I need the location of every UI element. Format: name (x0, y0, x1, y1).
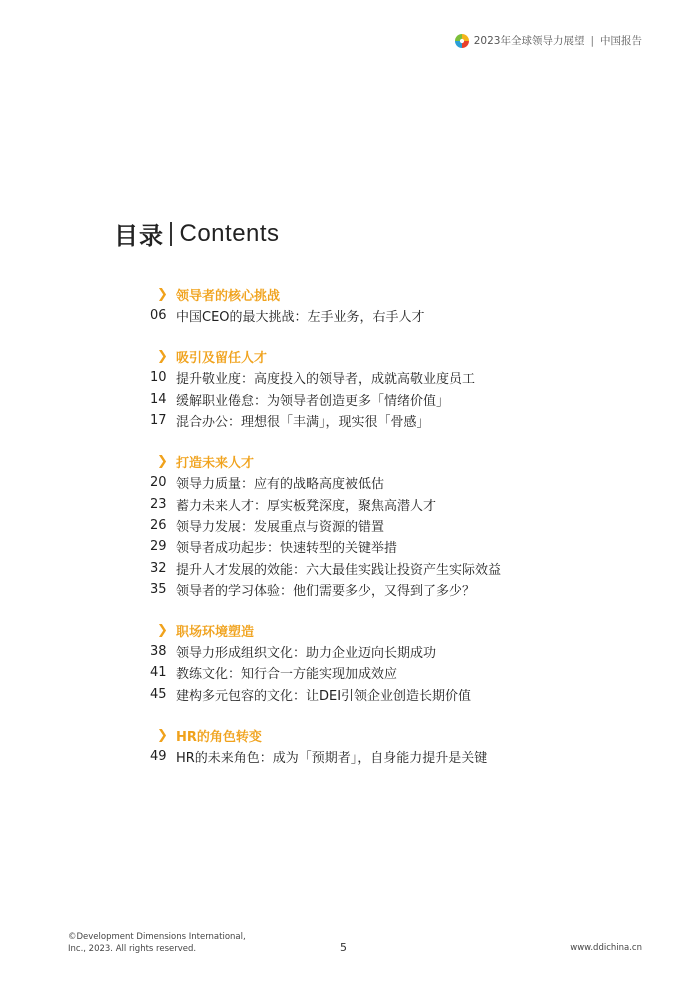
toc-entry[interactable] (150, 472, 630, 493)
toc-section (150, 346, 630, 431)
toc-entry[interactable] (150, 684, 630, 705)
toc-entry[interactable] (150, 493, 630, 514)
section-heading[interactable] (150, 620, 630, 641)
toc-entry-page: 26 (150, 517, 167, 533)
toc-section (150, 725, 630, 767)
toc-entry-title: 提升敬业度：高度投入的领导者，成就高敬业度员工 (176, 372, 476, 388)
section-heading[interactable] (150, 346, 630, 367)
report-title: 2023年全球领导力展望 (473, 35, 585, 47)
section-heading-label: 职场环境塑造 (176, 624, 255, 640)
toc-entry[interactable] (150, 536, 630, 557)
header-separator: | (590, 34, 594, 47)
section-heading[interactable] (150, 451, 630, 472)
title-english: Contents (179, 219, 280, 247)
title-chinese: 目录 (114, 222, 164, 250)
toc-entry-title: 领导力质量：应有的战略高度被低估 (176, 477, 385, 493)
section-heading-label: 领导者的核心挑战 (176, 289, 281, 304)
toc-entry-title: 混合办公：理想很「丰满」，现实很「骨感」 (176, 415, 430, 431)
toc-entry-page: 45 (150, 686, 167, 702)
copyright-line-2: Inc., 2023. All rights reserved. (68, 944, 197, 954)
toc-entry-title: HR的未来角色：成为「预期者」，自身能力提升是关键 (176, 751, 488, 766)
toc-entry-title: 领导者的学习体验：他们需要多少，又得到了多少？ (176, 583, 476, 599)
chevron-right-icon: ❯ (157, 622, 168, 638)
toc-entry[interactable] (150, 410, 630, 431)
title-divider (170, 222, 172, 246)
toc-entry-title: 领导者成功起步：快速转型的关键举措 (176, 541, 398, 557)
toc-section (150, 284, 630, 326)
website-link[interactable]: www.ddichina.cn (570, 943, 642, 953)
toc-section (150, 620, 630, 705)
toc-entry[interactable] (150, 746, 630, 767)
toc-entry-title: 领导力形成组织文化：助力企业迈向长期成功 (176, 646, 437, 662)
chevron-right-icon: ❯ (157, 727, 168, 743)
toc-entry-title: 蓄力未来人才：厚实板凳深度，聚焦高潜人才 (176, 498, 437, 514)
section-heading[interactable] (150, 725, 630, 746)
toc-entry-page: 06 (150, 308, 167, 324)
toc-entry-title: 提升人才发展的效能：六大最佳实践让投资产生实际效益 (176, 562, 502, 578)
toc-entry[interactable] (150, 515, 630, 536)
toc-entry-page: 41 (150, 665, 167, 681)
chevron-right-icon: ❯ (157, 454, 168, 470)
toc-entry-title: 中国CEO的最大挑战：左手业务，右手人才 (176, 310, 425, 326)
table-of-contents (150, 284, 630, 787)
page-number: 5 (340, 941, 347, 954)
toc-entry[interactable] (150, 641, 630, 662)
toc-entry[interactable] (150, 389, 630, 410)
toc-entry[interactable] (150, 662, 630, 683)
section-heading-label: 打造未来人才 (176, 456, 255, 472)
toc-entry[interactable] (150, 305, 630, 326)
toc-entry-page: 23 (150, 496, 167, 512)
toc-entry-page: 49 (150, 749, 167, 764)
toc-entry[interactable] (150, 367, 630, 388)
page-title (114, 216, 280, 251)
toc-entry-page: 29 (150, 539, 167, 555)
toc-entry-page: 38 (150, 644, 167, 660)
toc-section (150, 451, 630, 600)
toc-entry-page: 10 (150, 370, 167, 386)
toc-entry-title: 教练文化：知行合一方能实现加成效应 (176, 667, 398, 683)
toc-entry-page: 35 (150, 581, 167, 597)
report-edition: 中国报告 (600, 35, 642, 47)
toc-entry-title: 建构多元包容的文化：让DEI引领企业创造长期价值 (176, 688, 472, 704)
section-heading-label: 吸引及留任人才 (176, 351, 268, 367)
toc-entry-page: 20 (150, 475, 167, 491)
toc-entry[interactable] (150, 557, 630, 578)
toc-entry-title: 缓解职业倦怠：为领导者创造更多「情绪价值」 (176, 393, 450, 409)
chevron-right-icon: ❯ (157, 287, 168, 302)
section-heading-label: HR的角色转变 (176, 729, 262, 745)
report-header (455, 33, 642, 48)
copyright-notice (68, 931, 246, 955)
toc-entry-title: 领导力发展：发展重点与资源的错置 (176, 519, 385, 535)
copyright-line-1: ©Development Dimensions International, (68, 932, 246, 942)
toc-entry-page: 14 (150, 391, 167, 407)
toc-entry-page: 17 (150, 413, 167, 429)
toc-entry[interactable] (150, 579, 630, 600)
section-heading[interactable] (150, 284, 630, 305)
chevron-right-icon: ❯ (157, 349, 168, 365)
toc-entry-page: 32 (150, 560, 167, 576)
ddi-color-wheel-icon (455, 34, 469, 48)
